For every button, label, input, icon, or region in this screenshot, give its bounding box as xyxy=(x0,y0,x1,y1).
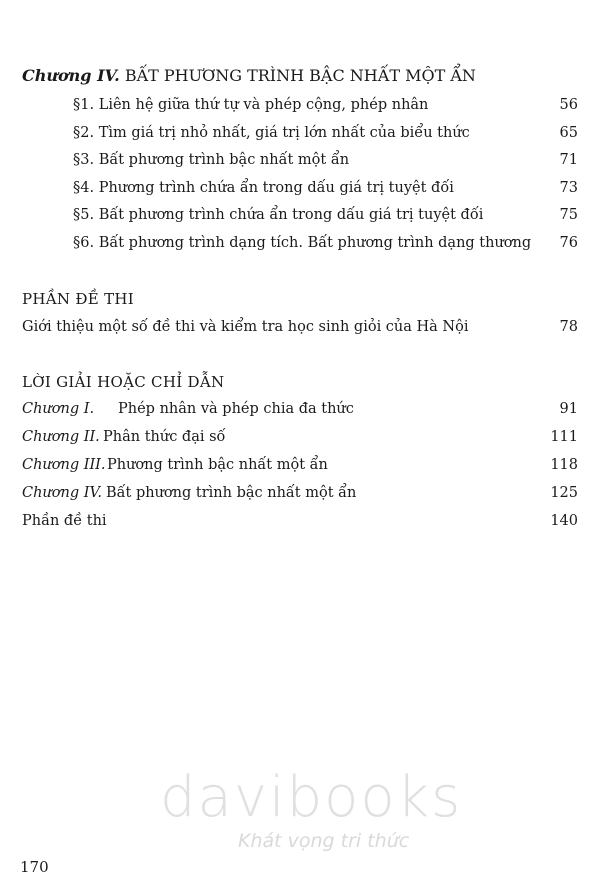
toc-label-sol-ch1: Chương I. xyxy=(22,401,95,417)
toc-entry-sol-exam: Phần đề thi xyxy=(22,513,107,529)
toc-label-sol-ch3: Chương III. xyxy=(22,457,106,473)
toc-entry-ch4-s1: §1. Liên hệ giữa thứ tự và phép cộng, phép nhân xyxy=(73,97,429,113)
exam-part-heading: PHẦN ĐỀ THI xyxy=(22,290,135,308)
toc-entry-sol-ch3: Phương trình bậc nhất một ẩn xyxy=(107,457,328,473)
toc-page-sol-ch3: 118 xyxy=(550,457,578,473)
toc-entry-sol-ch4: Bất phương trình bậc nhất một ẩn xyxy=(106,485,357,501)
chapter-4-label: Chương IV. xyxy=(22,66,120,85)
watermark-logo: davibooks xyxy=(160,765,463,830)
toc-entry-sol-ch1: Phép nhân và phép chia đa thức xyxy=(118,401,354,417)
toc-page-ch4-s3: 71 xyxy=(559,152,578,168)
toc-entry-ch4-s3: §3. Bất phương trình bậc nhất một ẩn xyxy=(73,152,350,168)
toc-entry-exam: Giới thiệu một số đề thi và kiểm tra học sinh giỏi của Hà Nội xyxy=(22,319,469,335)
toc-page-sol-ch1: 91 xyxy=(559,401,578,417)
solutions-heading: LỜI GIẢI HOẶC CHỈ DẪN xyxy=(22,373,225,391)
toc-label-sol-ch2: Chương II. xyxy=(22,429,100,445)
toc-page-ch4-s5: 75 xyxy=(559,207,578,223)
chapter-4-heading xyxy=(22,66,476,85)
toc-page-exam: 78 xyxy=(559,319,578,335)
toc-entry-ch4-s6: §6. Bất phương trình dạng tích. Bất phương trình dạng thương xyxy=(73,235,532,251)
page-number: 170 xyxy=(20,858,49,876)
toc-page-sol-exam: 140 xyxy=(550,513,578,529)
watermark-tagline: Khát vọng tri thức xyxy=(238,830,410,852)
toc-page-ch4-s6: 76 xyxy=(559,235,578,251)
toc-label-sol-ch4: Chương IV. xyxy=(22,485,103,501)
toc-page-ch4-s2: 65 xyxy=(559,125,578,141)
toc-page-sol-ch4: 125 xyxy=(550,485,578,501)
chapter-4-title: BẤT PHƯƠNG TRÌNH BẬC NHẤT MỘT ẨN xyxy=(124,66,476,85)
toc-entry-ch4-s4: §4. Phương trình chứa ẩn trong dấu giá trị tuyệt đối xyxy=(73,180,454,196)
toc-entry-ch4-s2: §2. Tìm giá trị nhỏ nhất, giá trị lớn nhất của biểu thức xyxy=(73,125,470,141)
toc-page-ch4-s1: 56 xyxy=(559,97,578,113)
toc-page-ch4-s4: 73 xyxy=(559,180,578,196)
toc-page-sol-ch2: 111 xyxy=(550,429,578,445)
toc-entry-ch4-s5: §5. Bất phương trình chứa ẩn trong dấu giá trị tuyệt đối xyxy=(73,207,484,223)
toc-entry-sol-ch2: Phân thức đại số xyxy=(103,429,226,445)
